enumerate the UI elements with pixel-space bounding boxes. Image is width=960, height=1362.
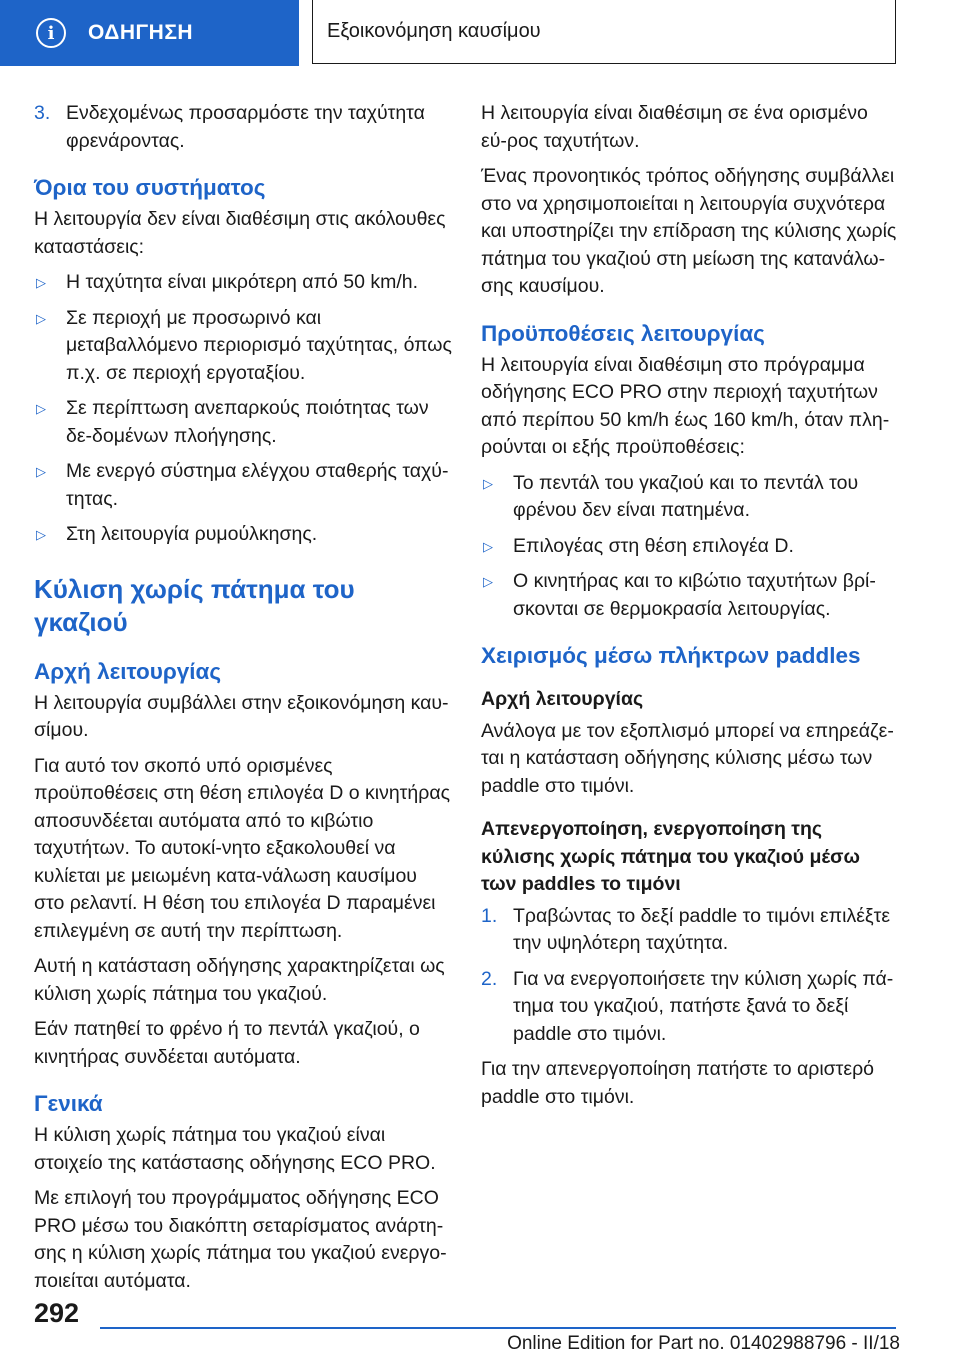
step-text: Ενδεχομένως προσαρμόστε την ταχύτητα φρενάροντας.: [66, 102, 425, 152]
triangle-bullet-icon: ▷: [36, 401, 46, 416]
right-column: [481, 100, 899, 1119]
principle-paragraph: Εάν πατηθεί το φρένο ή το πεντάλ γκαζιού, ο κινητήρας συνδέεται αυτόματα.: [34, 1018, 420, 1068]
prereq-bullet: ▷ Ο κινητήρας και το κιβώτιο ταχυτήτων βρί‐σκονται σε θερμοκρασία λειτουργίας.: [481, 568, 899, 623]
edition-note: Online Edition for Part no. 01402988796 - II/18: [507, 1333, 900, 1354]
step-text: Τραβώντας το δεξί paddle το τιμόνι επιλέξτε την υψηλότερη ταχύτητα.: [513, 904, 891, 954]
paddles-heading: Χειρισμός μέσω πλήκτρων paddles: [481, 643, 861, 668]
limits-bullet: ▷ Η ταχύτητα είναι μικρότερη από 50 km/h.: [34, 269, 452, 297]
limits-bullet: ▷ Σε περίπτωση ανεπαρκούς ποιότητας των δε‐δομένων πλοήγησης.: [34, 395, 452, 450]
closing-paragraph: Για την απενεργοποίηση πατήστε το αριστερό paddle στο τιμόνι.: [481, 1058, 875, 1108]
paddles-principle-text: Ανάλογα με τον εξοπλισμό μπορεί να επηρεάζε‐ται η κατάσταση οδήγησης κύλισης μέσω των paddle στο τιμόνι.: [481, 719, 894, 797]
numbered-step: [481, 966, 899, 1049]
triangle-bullet-icon: ▷: [36, 310, 46, 326]
intro-paragraph: Ένας προνοητικός τρόπος οδήγησης συμβάλλει στο να χρησιμοποιείται η λειτουργία συχνότερα και υποστηρίζει την επίδραση της κύλισης χωρίς πάτημα του γκαζιού στη μείωση της κατανάλω‐σης καυσίμου.: [481, 165, 897, 297]
principle-heading: Αρχή λειτουργίας: [34, 658, 222, 684]
section-title: Εξοικονόμηση καυσίμου: [312, 0, 896, 64]
triangle-bullet-icon: ▷: [483, 475, 493, 491]
info-icon: i: [36, 18, 66, 48]
triangle-bullet-icon: ▷: [36, 275, 46, 290]
triangle-bullet-icon: ▷: [483, 538, 493, 554]
paddles-principle-heading: Αρχή λειτουργίας: [481, 688, 644, 710]
triangle-bullet-icon: ▷: [36, 464, 46, 479]
general-paragraph: Η κύλιση χωρίς πάτημα του γκαζιού είναι στοιχείο της κατάστασης οδήγησης ECO PRO.: [34, 1124, 436, 1174]
step-number: 3.: [34, 102, 51, 124]
principle-paragraph: Η λειτουργία συμβάλλει στην εξοικονόμηση καυ‐σίμου.: [34, 691, 449, 741]
prereq-bullet: ▷ Το πεντάλ του γκαζιού και το πεντάλ του φρένου δεν είναι πατημένα.: [481, 470, 899, 525]
chapter-tab[interactable]: [0, 0, 299, 66]
prereq-bullet: ▷ Επιλογέας στη θέση επιλογέα D.: [481, 533, 899, 561]
principle-paragraph: Αυτή η κατάσταση οδήγησης χαρακτηρίζεται ως κύλιση χωρίς πάτημα του γκαζιού.: [34, 955, 445, 1005]
triangle-bullet-icon: ▷: [483, 574, 493, 589]
page-number: 292: [34, 1298, 80, 1328]
limits-bullet: ▷ Σε περιοχή με προσωρινό και μεταβαλλόμενο περιορισμό ταχύτητας, όπως π.χ. σε περιοχή εργοταξίου.: [34, 305, 452, 388]
triangle-bullet-icon: ▷: [36, 527, 46, 542]
prereq-heading: Προϋποθέσεις λειτουργίας: [481, 320, 765, 346]
limits-heading: Όρια του συστήματος: [34, 175, 266, 200]
numbered-step: [481, 903, 899, 958]
limits-bullet: ▷ Στη λειτουργία ρυμούλκησης.: [34, 521, 452, 549]
limits-bullet: ▷ Με ενεργό σύστημα ελέγχου σταθερής ταχύ‐τητας.: [34, 458, 452, 513]
footer-divider: [100, 1327, 896, 1329]
page-header: [0, 0, 960, 66]
general-paragraph: Με επιλογή του προγράμματος οδήγησης ECO PRO μέσω του διακόπτη σεταρίσματος ανάρτη‐σης η κύλιση χωρίς πάτημα του γκαζιού ενεργο‐ποιείται αυτόματα.: [34, 1187, 447, 1292]
numbered-step: [34, 100, 452, 155]
step-number: 1.: [481, 904, 498, 927]
left-column: [34, 100, 452, 1303]
intro-paragraph: Η λειτουργία είναι διαθέσιμη σε ένα ορισμένο εύ‐ρος ταχυτήτων.: [481, 102, 868, 152]
step-text: Για να ενεργοποιήσετε την κύλιση χωρίς πά‐τημα του γκαζιού, πατήστε ξανά το δεξί paddle στο τιμόνι.: [513, 967, 894, 1045]
toggle-heading: Απενεργοποίηση, ενεργοποίηση της κύλισης χωρίς πάτημα του γκαζιού μέσω των paddles το τιμόνι: [481, 818, 860, 895]
principle-paragraph: Για αυτό τον σκοπό υπό ορισμένες προϋποθέσεις στη θέση επιλογέα D ο κινητήρας αποσυνδέεται αυτόματα από το κιβώτιο ταχυτήτων. Το αυτοκί‐νητο εξακολουθεί να κυλίεται με μειωμένη κατα‐νάλωση καυσίμου στο ρελαντί. Η θέση του επιλογέα D παραμένει επιλεγμένη σε αυτή την περίπτωση.: [34, 754, 450, 942]
limits-intro: Η λειτουργία δεν είναι διαθέσιμη στις ακόλουθες καταστάσεις:: [34, 208, 446, 258]
coast-heading: Κύλιση χωρίς πάτημα του γκαζιού: [34, 573, 355, 637]
step-number: 2.: [481, 967, 498, 990]
chapter-tab-label: ΟΔΗΓΗΣΗ: [88, 21, 194, 44]
general-heading: Γενικά: [34, 1091, 103, 1116]
prereq-intro: Η λειτουργία είναι διαθέσιμη στο πρόγραμμα οδήγησης ECO PRO στην περιοχή ταχυτήτων από περίπου 50 km/h έως 160 km/h, όταν πλη‐ρούνται οι εξής προϋποθέσεις:: [481, 353, 890, 458]
